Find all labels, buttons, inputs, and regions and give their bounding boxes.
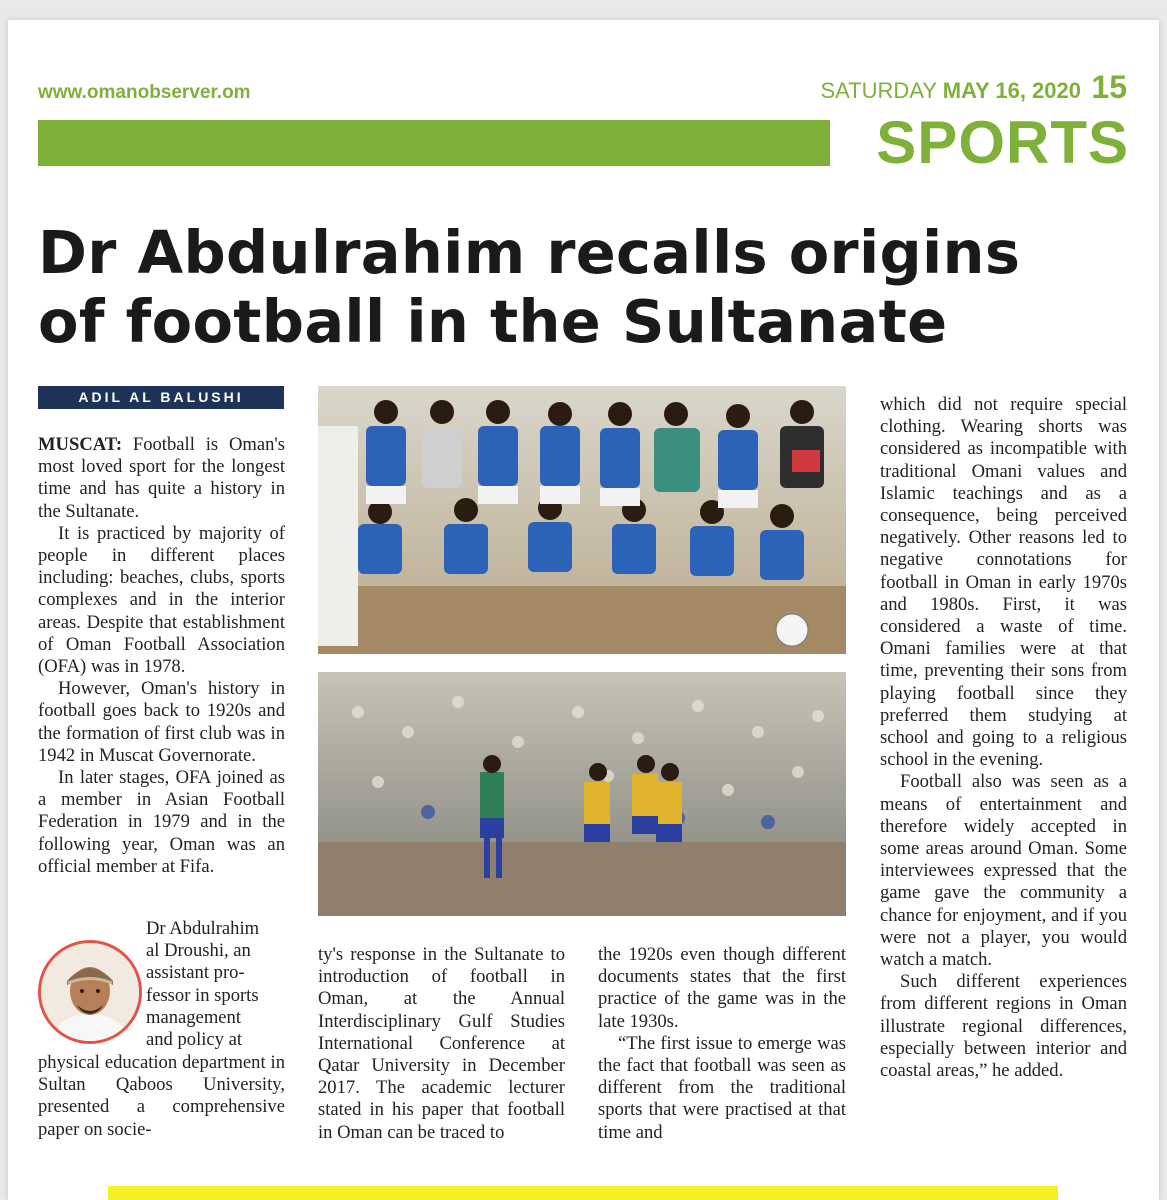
site-url[interactable]: www.omanobserver.om (38, 82, 251, 103)
text-line: Dr Abdulrahim (146, 918, 260, 939)
byline: ADIL AL BALUSHI (38, 386, 284, 409)
match-photo (318, 672, 846, 916)
article-column-1 (38, 434, 285, 878)
headline-line-2: of football in the Sultanate (38, 287, 948, 356)
text-line: management (146, 1006, 241, 1028)
section-title: SPORTS (876, 109, 1129, 176)
team-photo-image (318, 386, 846, 654)
paragraph: ty's response in the Sultanate to introduction of football in Oman, at the Annual Interdisciplinary Gulf Studies International Conference at Qatar University in December 2017. The academic lecturer stated in his paper that football in Oman can be traced to (318, 944, 565, 1143)
wrapped-text (146, 918, 285, 1051)
paragraph-text: Football is Oman's most loved sport for the longest time and has quite a history in the Sultanate. (38, 434, 285, 522)
headline-line-1: Dr Abdulrahim recalls origins (38, 218, 1021, 287)
article-column-2 (318, 944, 565, 1144)
author-portrait (38, 940, 142, 1044)
newspaper-page (8, 20, 1159, 1200)
article-column-3 (598, 944, 846, 1144)
issue-date (821, 78, 1082, 104)
article-column-4 (880, 394, 1127, 1082)
footer-ad-bar (108, 1186, 1058, 1200)
paragraph: Such different experiences from different regions in Oman illustrate regional differences, especially between interior and coastal areas,” he added. (880, 971, 1127, 1082)
paragraph: “The first issue to emerge was the fact that football was seen as different from the traditional sports that were practised at that time and (598, 1032, 846, 1143)
article-column-1-continued (38, 1052, 285, 1141)
dateline: MUSCAT: (38, 434, 123, 455)
text-line: fessor in sports (146, 984, 259, 1006)
team-photo (318, 386, 846, 654)
section-bar (38, 120, 830, 166)
issue-date-value: MAY 16, 2020 (942, 78, 1081, 103)
article-headline (38, 218, 1138, 356)
match-photo-image (318, 672, 846, 916)
paragraph: However, Oman's history in football goes back to 1920s and the formation of first club was in 1942 in Muscat Governorate. (38, 678, 285, 766)
issue-day: SATURDAY (820, 78, 937, 103)
text-line: al Droushi, an (146, 940, 251, 962)
text-line: assistant pro- (146, 962, 245, 984)
lead-paragraph (38, 434, 285, 523)
paragraph: Football also was seen as a means of entertainment and therefore widely accepted in some areas around Oman. Some interviewees expressed that the game gave the community a chance for enjoyment, and if you were not a player, you would watch a match. (880, 771, 1127, 971)
paragraph: It is practiced by majority of people in different places including: beaches, clubs, sports complexes and in the interior areas. Despite that establishment of Oman Football Association (OFA) was in 1978. (38, 522, 285, 678)
paragraph: the 1920s even though different documents states that the first practice of the game was in the late 1930s. (598, 944, 846, 1032)
portrait-image (41, 943, 139, 1041)
page-number: 15 (1091, 69, 1127, 105)
paragraph: which did not require special clothing. Wearing shorts was considered as incompatible with traditional Omani values and Islamic teachings and as a consequence, being perceived negatively. Other reasons led to negative connotations for football in Oman in early 1970s and 1980s. First, it was considered a waste of time. Omani families were at that time, preventing their sons from playing football since they preferred them studying at school and going to a religious school in the evening. (880, 394, 1127, 771)
paragraph: physical education department in Sultan Qaboos University, presented a comprehensive paper on socie- (38, 1052, 285, 1140)
text-line: and policy at (146, 1029, 243, 1051)
paragraph: In later stages, OFA joined as a member in Asian Football Federation in 1979 and in the following year, Oman was an official member at Fifa. (38, 767, 285, 877)
